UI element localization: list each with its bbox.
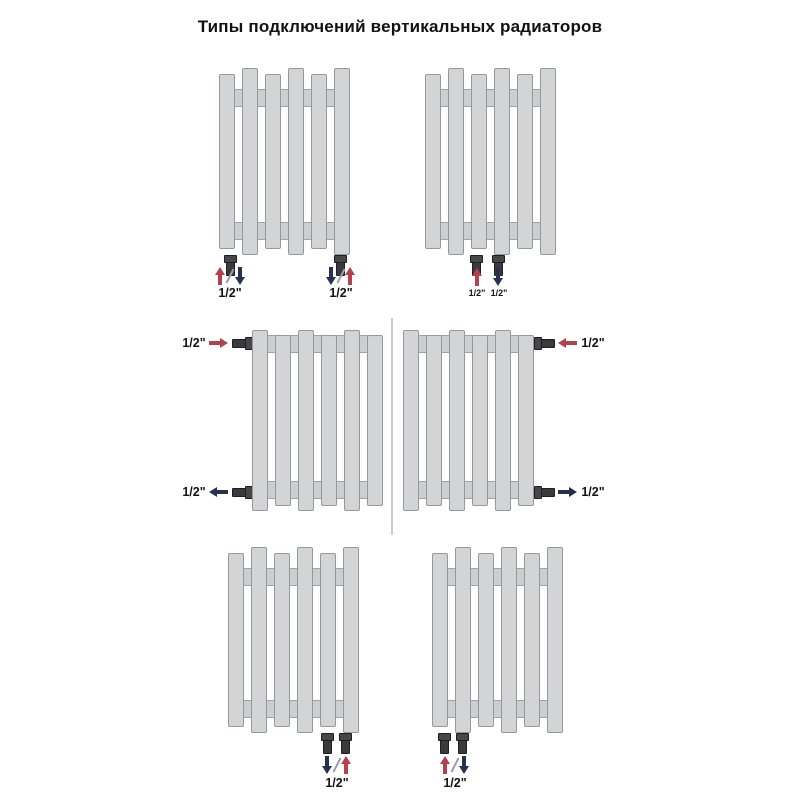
- radiator: [425, 68, 556, 255]
- radiator-top-header: [230, 568, 357, 586]
- radiator-top-header: [405, 335, 532, 353]
- radiator-slat: [494, 68, 510, 255]
- radiator-slat: [298, 330, 314, 511]
- radiator-slat: [495, 330, 511, 511]
- radiator-slat: [449, 330, 465, 511]
- radiator-slat: [501, 547, 517, 733]
- port-size-label: 1/2": [581, 485, 605, 499]
- valve-icon: [339, 733, 352, 754]
- radiator-bottom-header: [405, 481, 532, 499]
- supply-up-arrow-icon: [345, 267, 355, 285]
- supply-up-arrow-icon: [341, 756, 351, 774]
- valve-icon: [321, 733, 334, 754]
- valve-icon: [232, 486, 253, 499]
- valve-icon: [534, 337, 555, 350]
- radiator-bottom-header: [434, 700, 561, 718]
- radiator-slat: [524, 553, 540, 727]
- radiator-slat: [403, 330, 419, 511]
- supply-left-arrow-icon: [558, 338, 577, 348]
- radiator-top-header: [427, 89, 554, 107]
- radiator-slat: [455, 547, 471, 733]
- return-down-arrow-icon: [322, 756, 332, 774]
- radiator-slat: [242, 68, 258, 255]
- port-size-label: 1/2": [325, 776, 349, 790]
- radiator-slat: [274, 553, 290, 727]
- radiator-slat: [478, 553, 494, 727]
- radiator: [228, 547, 359, 733]
- port-size-label: 1/2": [182, 336, 206, 350]
- radiator-top-header: [434, 568, 561, 586]
- radiator-slat: [518, 335, 534, 506]
- radiator-slat: [219, 74, 235, 249]
- radiator-slat: [334, 68, 350, 255]
- supply-up-arrow-icon: [440, 756, 450, 774]
- radiator-slat: [472, 335, 488, 506]
- radiator-slat: [540, 68, 556, 255]
- radiator-slat: [426, 335, 442, 506]
- radiator-slat: [471, 74, 487, 249]
- port-size-label: 1/2": [182, 485, 206, 499]
- radiator-slat: [265, 74, 281, 249]
- radiator-slat: [448, 68, 464, 255]
- radiator-slat: [252, 330, 268, 511]
- radiator-slat: [517, 74, 533, 249]
- radiator-bottom-header: [254, 481, 381, 499]
- radiator-bottom-header: [427, 222, 554, 240]
- radiator-slat: [321, 335, 337, 506]
- supply-right-arrow-icon: [209, 338, 228, 348]
- return-left-arrow-icon: [209, 487, 228, 497]
- return-down-arrow-icon: [235, 267, 245, 285]
- supply-up-arrow-icon: [472, 268, 482, 286]
- port-size-label: 1/2": [468, 288, 486, 298]
- radiator-slat: [288, 68, 304, 255]
- radiator: [432, 547, 563, 733]
- return-down-arrow-icon: [326, 267, 336, 285]
- port-size-label: 1/2": [490, 288, 508, 298]
- radiator-top-header: [254, 335, 381, 353]
- supply-up-arrow-icon: [215, 267, 225, 285]
- section-divider: [391, 318, 393, 535]
- radiator-slat: [228, 553, 244, 727]
- radiator-slat: [297, 547, 313, 733]
- radiator-slat: [425, 74, 441, 249]
- radiator-bottom-header: [230, 700, 357, 718]
- radiator-slat: [251, 547, 267, 733]
- radiator: [252, 330, 383, 511]
- radiator-slat: [547, 547, 563, 733]
- radiator: [219, 68, 350, 255]
- radiator-slat: [320, 553, 336, 727]
- radiator-top-header: [221, 89, 348, 107]
- radiator: [403, 330, 534, 511]
- radiator-slat: [432, 553, 448, 727]
- port-size-label: 1/2": [581, 336, 605, 350]
- radiator-slat: [344, 330, 360, 511]
- return-down-arrow-icon: [459, 756, 469, 774]
- page-title: Типы подключений вертикальных радиаторов: [197, 17, 603, 36]
- valve-icon: [456, 733, 469, 754]
- radiator-slat: [343, 547, 359, 733]
- radiator-bottom-header: [221, 222, 348, 240]
- return-down-arrow-icon: [493, 268, 503, 286]
- return-right-arrow-icon: [558, 487, 577, 497]
- port-size-label: 1/2": [443, 776, 467, 790]
- radiator-slat: [311, 74, 327, 249]
- port-size-label: 1/2": [329, 286, 353, 300]
- radiator-slat: [275, 335, 291, 506]
- port-size-label: 1/2": [218, 286, 242, 300]
- valve-icon: [232, 337, 253, 350]
- radiator-slat: [367, 335, 383, 506]
- valve-icon: [534, 486, 555, 499]
- valve-icon: [438, 733, 451, 754]
